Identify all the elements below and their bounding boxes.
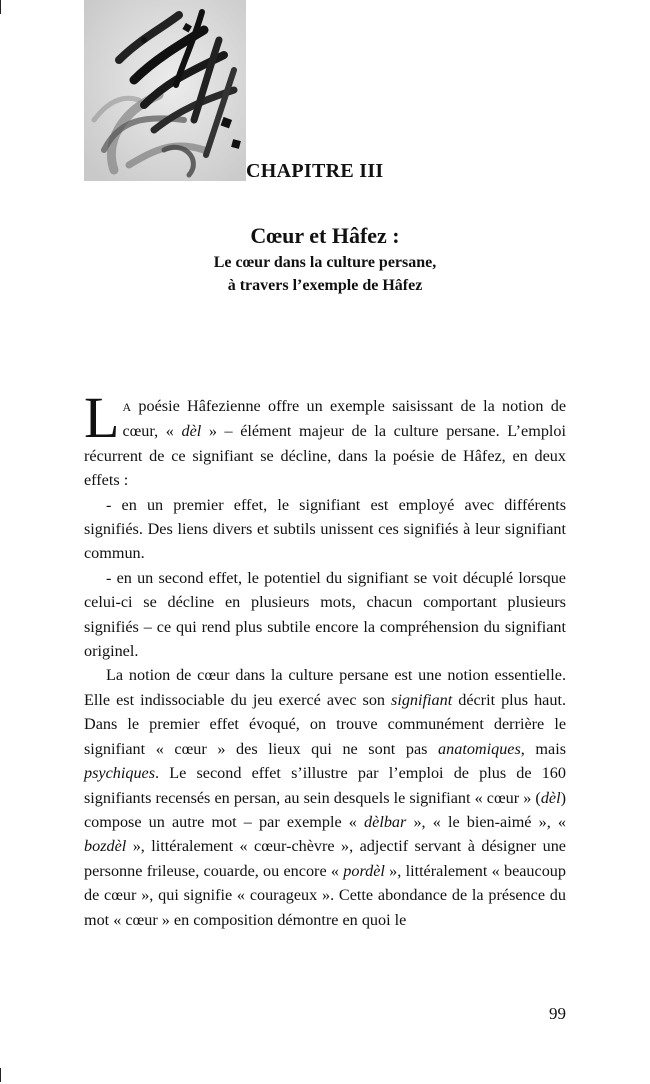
drop-cap: L	[84, 385, 120, 450]
small-caps-text: A	[122, 400, 132, 414]
paragraph-1	[84, 385, 566, 493]
chapter-heading	[84, 221, 566, 297]
persian-calligraphy-image	[84, 0, 246, 181]
italic-term-anatomiques: anatomiques	[438, 739, 521, 758]
page-number: 99	[549, 1004, 566, 1023]
calligraphy-illustration	[84, 0, 246, 181]
paragraph-3: - en un second effet, le potentiel du signifiant se voit décuplé lorsque celui-ci se décline en plusieurs mots, chacun comportant plusieurs signifiés – ce qui rend plus subtile encore la compréhension du signifiant originel.	[84, 568, 566, 661]
chapter-subtitle-line-1: Le cœur dans la culture persane,	[213, 254, 437, 271]
crop-mark-top	[0, 0, 1, 14]
chapter-title: Cœur et Hâfez :	[250, 223, 400, 248]
italic-term-psychiques: psychiques	[84, 764, 156, 783]
paragraph-4-text-1: La notion de cœur dans la culture persane est une notion essentielle. Elle est indissociable du jeu exercé avec son	[84, 666, 566, 709]
paragraph-4-text-2: décrit plus haut. Dans le premier effet évoqué, on trouve communément derrière le signifiant « cœur » des lieux qui ne sont pas	[84, 690, 567, 758]
crop-mark-bottom	[0, 1068, 1, 1082]
paragraph-4-text-5: ) compose un autre mot – par exemple «	[84, 788, 566, 831]
paragraph-4-text-8: », littéralement « beaucoup de cœur », qui signifie « courageux ». Cette abondance de la présence du mot « cœur » en composition démontre en quoi le	[84, 861, 566, 929]
body-text	[84, 385, 567, 932]
italic-term-pordel: pordèl	[343, 861, 385, 880]
paragraph-2: - en un premier effet, le signifiant est employé avec différents signifiés. Des liens divers et subtils unissent ces signifiés à leur signifiant commun.	[84, 495, 566, 563]
chapter-subtitle-line-2: à travers l’exemple de Hâfez	[227, 277, 423, 294]
paragraph-4-text-3: , mais	[520, 739, 566, 758]
paragraph-1-text-1: poésie Hâfezienne offre un exemple saisissant de la notion de cœur, «	[122, 397, 566, 441]
italic-term-delbar: dèlbar	[364, 812, 407, 831]
italic-term-signifiant: signifiant	[391, 690, 453, 709]
paragraph-4-text-6: », « le bien-aimé », «	[406, 812, 566, 831]
paragraph-4-text-7: », littéralement « cœur-chèvre », adjectif servant à désigner une personne frileuse, couarde, ou encore «	[84, 837, 566, 880]
italic-term-del: dèl	[181, 422, 202, 441]
paragraph-1-text-2: » – élément majeur de la culture persane. L’emploi récurrent de ce signifiant se décline, dans la poésie de Hâfez, en deux effets :	[84, 422, 566, 490]
paragraph-4	[84, 663, 566, 931]
italic-term-bozdel: bozdèl	[84, 837, 127, 856]
paragraph-4-text-4: . Le second effet s’illustre par l’emploi de plus de 160 signifiants recensés en persan, au sein desquels le signifiant « cœur » (	[84, 764, 566, 807]
italic-term-del-2: dèl	[540, 788, 561, 807]
chapter-label: CHAPITRE III	[246, 160, 384, 182]
